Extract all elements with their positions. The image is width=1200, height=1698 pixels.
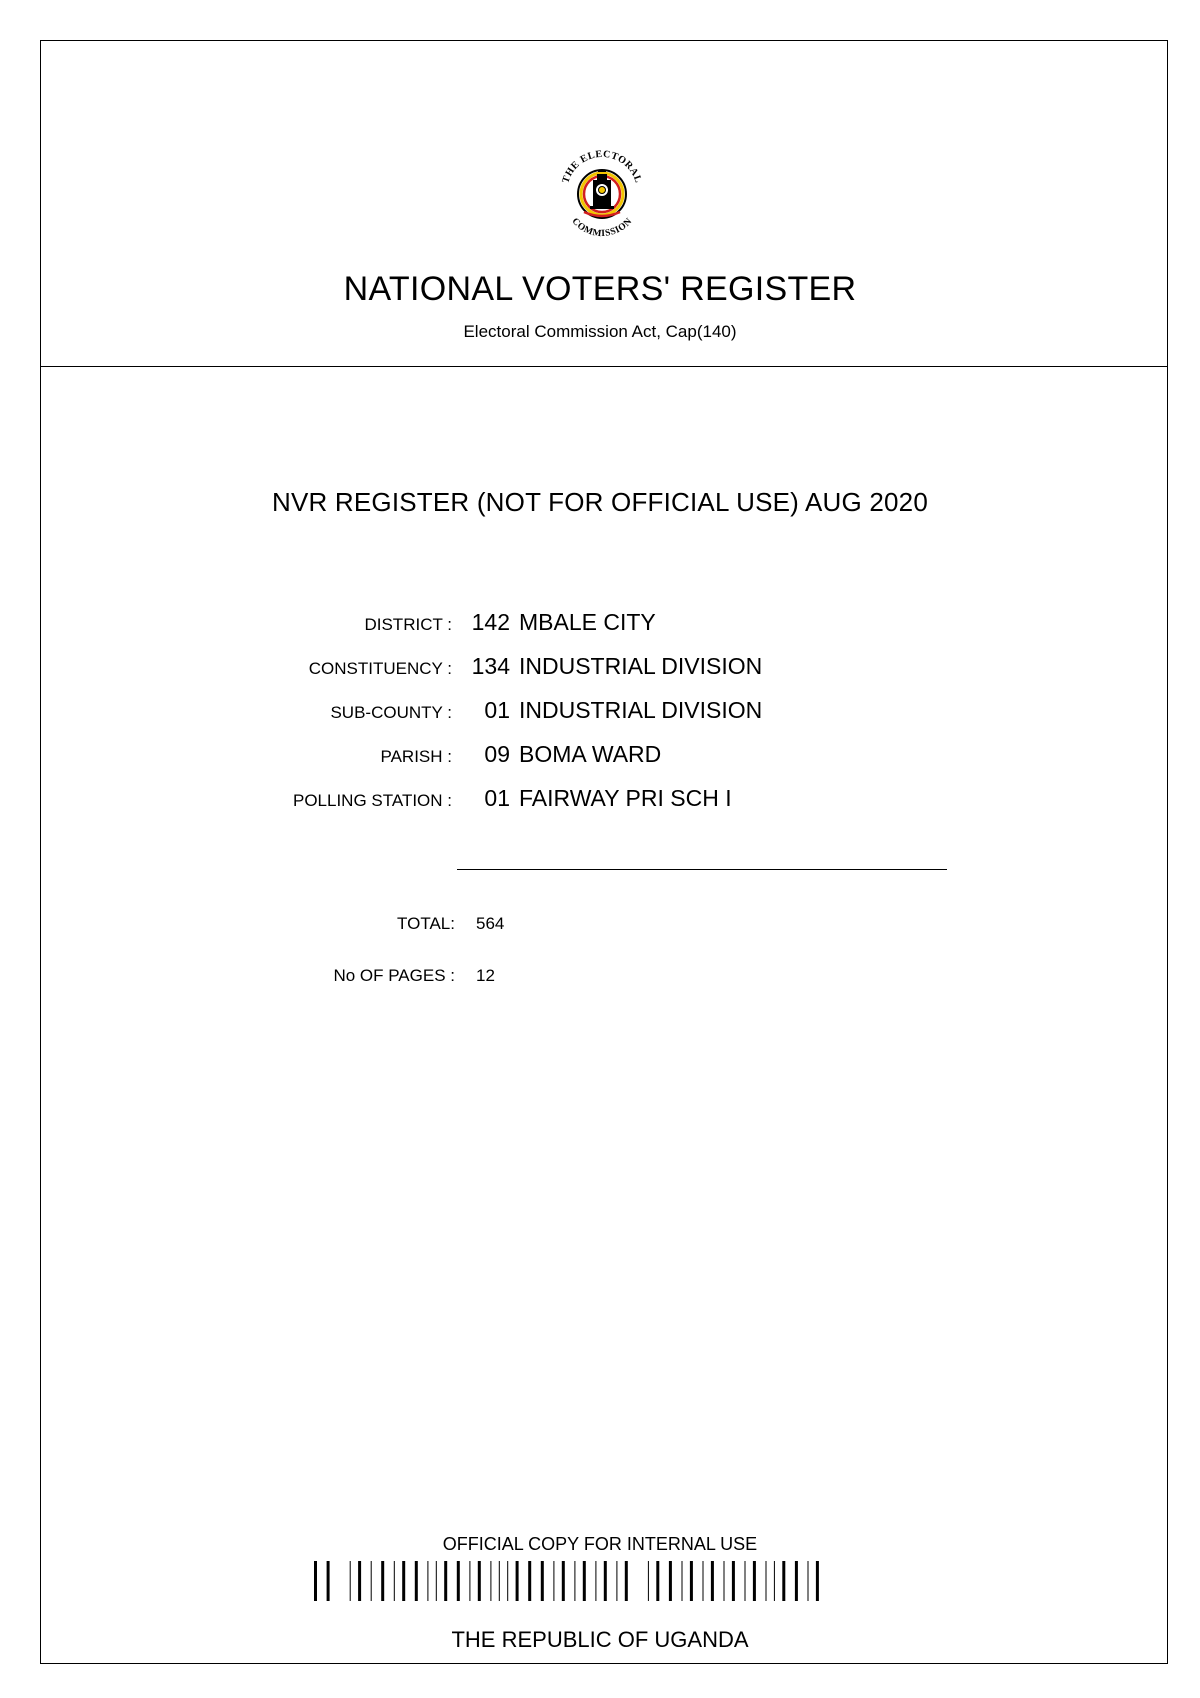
barcode-bar [745, 1561, 746, 1601]
barcode-bar [774, 1561, 775, 1601]
barcode-bar [669, 1561, 672, 1601]
barcode-bar [528, 1561, 531, 1601]
district-label: DISTRICT : [364, 615, 452, 634]
header-divider [40, 366, 1168, 367]
pages-label: No OF PAGES : [333, 966, 455, 985]
district-name: MBALE CITY [519, 609, 656, 635]
barcode-bar [371, 1561, 372, 1601]
barcode-bar [541, 1561, 544, 1601]
parish-row [0, 741, 1200, 775]
sub-county-code: 01 [484, 697, 510, 723]
register-heading: NVR REGISTER (NOT FOR OFFICIAL USE) AUG 2020 [271, 487, 929, 517]
polling-station-code: 01 [484, 785, 510, 811]
barcode-icon [314, 1561, 890, 1601]
barcode-bar [516, 1561, 519, 1601]
barcode-bar [457, 1561, 460, 1601]
official-copy-note: OFFICIAL COPY FOR INTERNAL USE [442, 1534, 758, 1554]
barcode-bar [711, 1561, 714, 1601]
barcode-bar [616, 1561, 617, 1601]
pages-row [0, 966, 1200, 992]
barcode-bar [574, 1561, 575, 1601]
barcode-bar [350, 1561, 351, 1601]
sub-county-row [0, 697, 1200, 731]
barcode-bar [490, 1561, 491, 1601]
barcode-bar [327, 1561, 330, 1601]
sub-county-name: INDUSTRIAL DIVISION [519, 697, 763, 723]
electoral-commission-seal-icon [554, 140, 650, 244]
total-value: 564 [476, 914, 505, 933]
barcode-bar [732, 1561, 735, 1601]
district-code: 142 [471, 609, 510, 635]
barcode-bar [625, 1561, 628, 1601]
polling-station-label: POLLING STATION : [292, 791, 452, 810]
barcode-bar [595, 1561, 596, 1601]
barcode-bar [782, 1561, 785, 1601]
barcode-bar [314, 1561, 317, 1601]
barcode-bar [553, 1561, 554, 1601]
total-row [0, 914, 1200, 940]
polling-station-row [0, 785, 1200, 819]
barcode-bar [358, 1561, 361, 1601]
barcode-bar [402, 1561, 405, 1601]
constituency-label: CONSTITUENCY : [308, 659, 452, 678]
pages-value: 12 [476, 966, 495, 985]
svg-text:COMMISSION: COMMISSION [569, 216, 635, 240]
barcode-bar [766, 1561, 767, 1601]
barcode-bar [604, 1561, 607, 1601]
parish-label: PARISH : [380, 747, 452, 766]
barcode-bar [469, 1561, 470, 1601]
barcode-bar [703, 1561, 704, 1601]
constituency-name: INDUSTRIAL DIVISION [519, 653, 763, 679]
barcode-bar [583, 1561, 586, 1601]
barcode-bar [690, 1561, 693, 1601]
page-subtitle: Electoral Commission Act, Cap(140) [463, 322, 737, 341]
parish-name: BOMA WARD [519, 741, 662, 767]
barcode-bar [478, 1561, 481, 1601]
barcode-bar [507, 1561, 508, 1601]
constituency-row [0, 653, 1200, 687]
barcode-bar [724, 1561, 725, 1601]
constituency-code: 134 [471, 653, 510, 679]
barcode-bar [808, 1561, 809, 1601]
barcode-bar [444, 1561, 447, 1601]
barcode-bar [795, 1561, 798, 1601]
barcode-bar [648, 1561, 649, 1601]
barcode-bar [562, 1561, 565, 1601]
summary-divider [457, 869, 947, 870]
footer-country: THE REPUBLIC OF UGANDA [451, 1627, 749, 1652]
page-title: NATIONAL VOTERS' REGISTER [343, 270, 857, 308]
svg-text:THE ELECTORAL: THE ELECTORAL [560, 148, 644, 185]
barcode-bar [682, 1561, 683, 1601]
barcode-bar [499, 1561, 500, 1601]
total-label: TOTAL: [397, 914, 455, 933]
barcode-bar [816, 1561, 819, 1601]
sub-county-label: SUB-COUNTY : [330, 703, 452, 722]
barcode-bar [753, 1561, 756, 1601]
barcode-bar [381, 1561, 384, 1601]
polling-station-name: FAIRWAY PRI SCH I [519, 785, 732, 811]
parish-code: 09 [484, 741, 510, 767]
barcode-bar [656, 1561, 659, 1601]
barcode-bar [436, 1561, 437, 1601]
district-row [0, 609, 1200, 643]
barcode-bar [427, 1561, 428, 1601]
barcode-bar [394, 1561, 395, 1601]
barcode-bar [415, 1561, 418, 1601]
